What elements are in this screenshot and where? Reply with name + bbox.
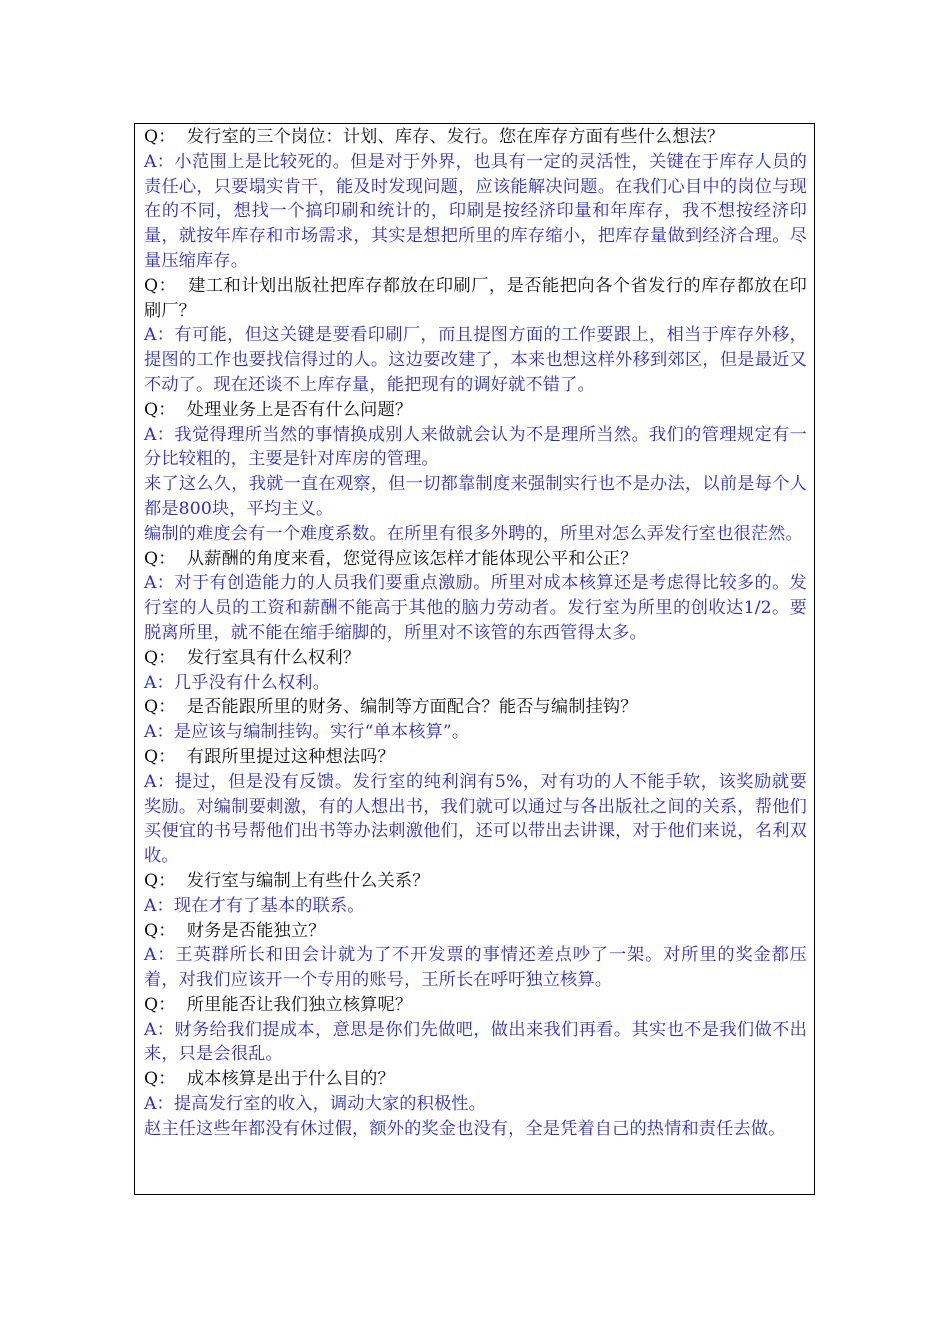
question-text: Q： 有跟所里提过这种想法吗？ bbox=[144, 746, 395, 767]
question-text: Q： 成本核算是出于什么目的？ bbox=[144, 1069, 395, 1090]
answer-text: A：小范围上是比较死的。但是对于外界，也具有一定的灵活性，关键在于库存人员的责任心，只要塌实肯干，能及时发现问题，应该能解决问题。在我们心目中的岗位与现在的不同，想找一个搞印刷和统计的，印刷是按经济印量和年库存，我不想按经济印量，就按年库存和市场需求，其实是想把所里的库存缩小，把库存量做到经济合理。尽量压缩库存。 bbox=[144, 151, 807, 271]
question-text: Q： 处理业务上是否有什么问题？ bbox=[144, 399, 413, 420]
answer-text: A：现在才有了基本的联系。 bbox=[144, 895, 365, 916]
answer-text: A：是应该与编制挂钩。实行“单本核算”。 bbox=[144, 722, 470, 743]
question-text: Q： 发行室与编制上有些什么关系？ bbox=[144, 870, 430, 891]
answer-text: A：王英群所长和田会计就为了不开发票的事情还差点吵了一架。对所里的奖金都压着，对我们应该开一个专用的账号，王所长在呼吁独立核算。 bbox=[144, 945, 807, 991]
answer-text: A：提高发行室的收入，调动大家的积极性。 bbox=[144, 1094, 486, 1115]
answer-text: A：提过，但是没有反馈。发行室的纯利润有5%，对有功的人不能手软，该奖励就要奖励。对编制要刺激，有的人想出书，我们就可以通过与各出版社之间的关系，帮他们买便宜的书号帮他们出书等办法刺激他们，还可以带出去讲课，对于他们来说，名利双收。 bbox=[144, 771, 807, 867]
question-text: Q： 财务是否能独立？ bbox=[144, 920, 326, 941]
answer-text: 赵主任这些年都没有休过假，额外的奖金也没有，全是凭着自己的热情和责任去做。 bbox=[144, 1118, 786, 1139]
answer-text: A：有可能，但这关键是要看印刷厂，而且提图方面的工作要跟上，相当于库存外移，提图的工作也要找信得过的人。这边要改建了，本来也想这样外移到郊区，但是最近又不动了。现在还谈不上库存量，能把现有的调好就不错了。 bbox=[144, 325, 807, 395]
answer-text: A：我觉得理所当然的事情换成别人来做就会认为不是理所当然。我们的管理规定有一分比较粗的，主要是针对库房的管理。 bbox=[144, 424, 807, 470]
answer-text: A：对于有创造能力的人员我们要重点激励。所里对成本核算还是考虑得比较多的。发行室的人员的工资和薪酬不能高于其他的脑力劳动者。发行室为所里的创收达1/2。要脱离所里，就不能在缩手缩脚的，所里对不该管的东西管得太多。 bbox=[144, 573, 807, 643]
answer-text: 来了这么久，我就一直在观察，但一切都靠制度来强制实行也不是办法，以前是每个人都是800块，平均主义。 bbox=[144, 474, 807, 519]
interview-table bbox=[134, 123, 815, 1195]
question-text: Q： 是否能跟所里的财务、编制等方面配合？能否与编制挂钩？ bbox=[144, 697, 638, 718]
question-text: Q： 建工和计划出版社把库存都放在印刷厂，是否能把向各个省发行的库存都放在印刷厂？ bbox=[144, 275, 807, 321]
question-text: Q： 发行室具有什么权利？ bbox=[144, 647, 361, 668]
question-text: Q： 从薪酬的角度来看，您觉得应该怎样才能体现公平和公正？ bbox=[144, 548, 638, 569]
question-text: Q： 所里能否让我们独立核算呢？ bbox=[144, 994, 413, 1015]
question-text: Q： 发行室的三个岗位：计划、库存、发行。您在库存方面有些什么想法？ bbox=[144, 127, 725, 147]
answer-text: A：财务给我们提成本，意思是你们先做吧，做出来我们再看。其实也不是我们做不出来，只是会很乱。 bbox=[144, 1019, 807, 1065]
answer-text: 编制的难度会有一个难度系数。在所里有很多外聘的，所里对怎么弄发行室也很茫然。 bbox=[144, 523, 803, 544]
answer-text: A：几乎没有什么权利。 bbox=[144, 672, 330, 693]
